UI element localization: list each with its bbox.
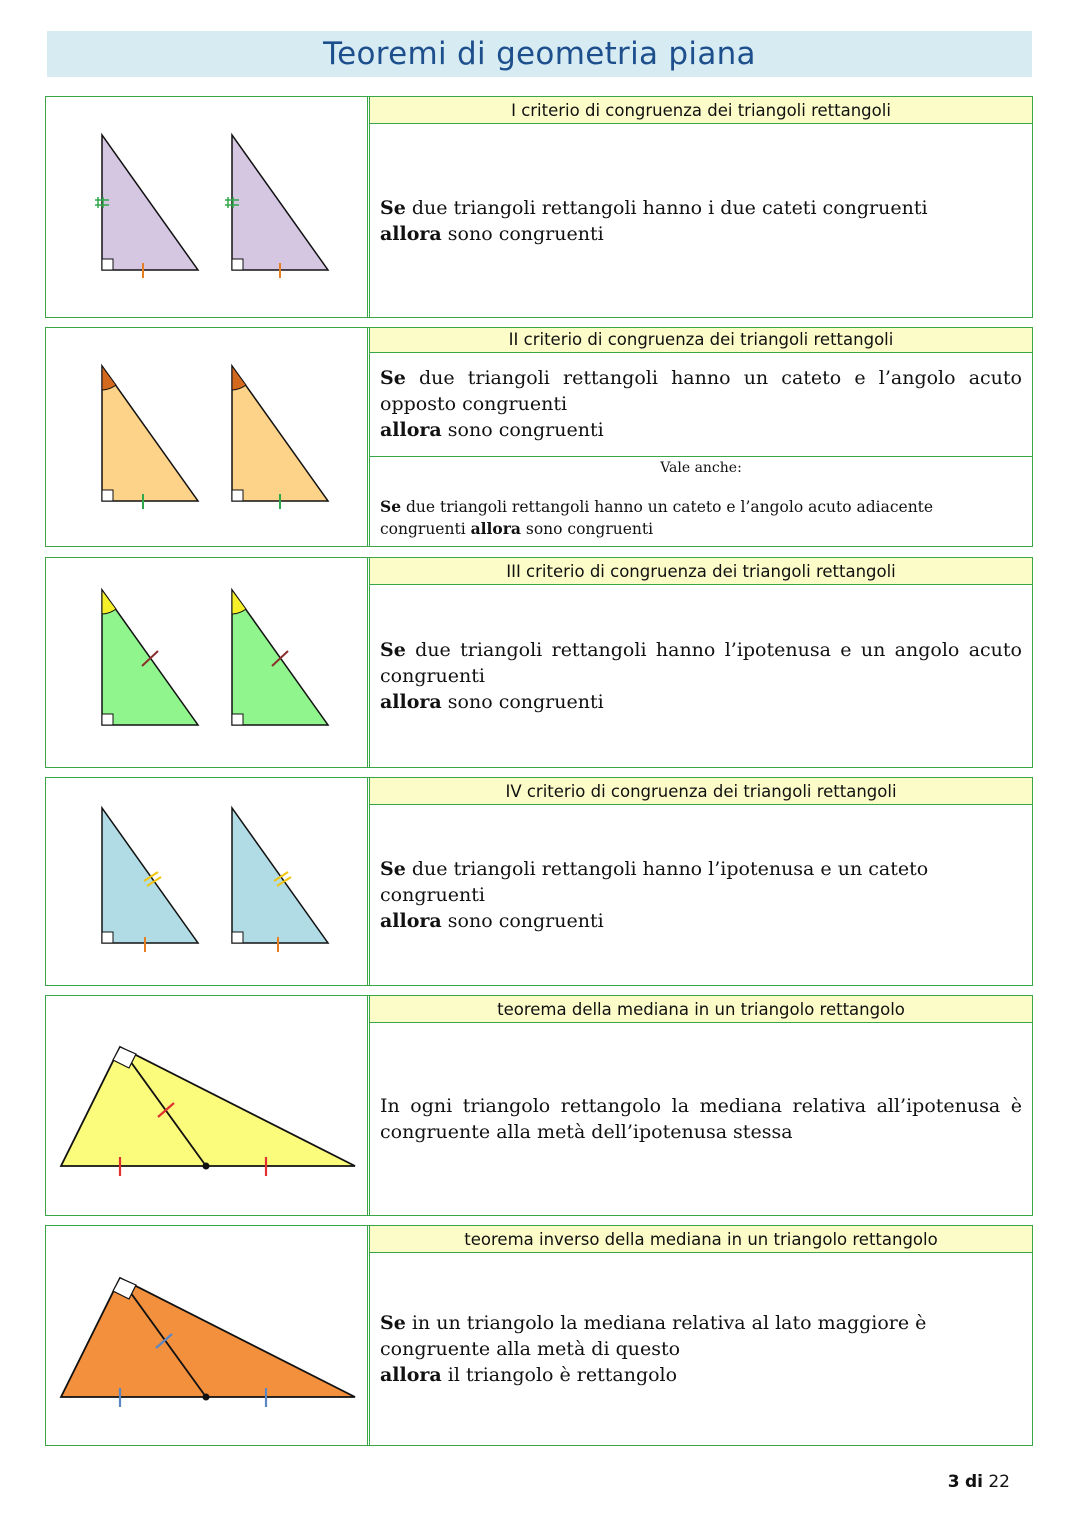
section-text: Se due triangoli rettangoli hanno l’ipotenusa e un cateto congruenti allora sono congruenti (380, 858, 929, 932)
triangle-right (232, 366, 328, 509)
triangle-right (232, 808, 328, 952)
section-heading: teorema inverso della mediana in un triangolo rettangolo (370, 1226, 1032, 1253)
section-heading: II criterio di congruenza dei triangoli rettangoli (370, 328, 1032, 353)
triangle-left (95, 135, 198, 278)
figure-criterion-4 (46, 778, 370, 985)
section-text: Se in un triangolo la mediana relativa al lato maggiore è congruente alla metà di questo allora il triangolo è rettangolo (380, 1312, 927, 1386)
section-inverse-median-theorem (45, 1225, 1033, 1446)
page-number: 3 di 22 (947, 1472, 1010, 1492)
figure-criterion-3 (46, 558, 370, 767)
section-median-theorem (45, 995, 1033, 1216)
section-text: Se due triangoli rettangoli hanno un cateto e l’angolo acuto opposto congruenti allora sono congruenti (380, 367, 1022, 442)
median-triangle-orange-figure (46, 1226, 367, 1444)
section-text: In ogni triangolo rettangolo la mediana relativa all’ipotenusa è congruente alla metà dell’ipotenusa stessa (380, 1095, 1022, 1143)
two-right-triangles-purple-figure (46, 97, 367, 316)
title-banner (47, 31, 1032, 77)
figure-inverse-median-theorem (46, 1226, 370, 1445)
median-triangle-yellow-figure (46, 996, 367, 1214)
also-label: Vale anche: (370, 456, 1032, 478)
section-text: Se due triangoli rettangoli hanno i due cateti congruenti allora sono congruenti (380, 196, 928, 245)
triangle-right (225, 135, 328, 278)
section-criterion-3 (45, 557, 1033, 768)
triangle-left (102, 808, 198, 952)
two-right-triangles-green-figure (46, 558, 367, 766)
triangle-left (102, 590, 198, 725)
two-right-triangles-blue-figure (46, 778, 367, 984)
figure-median-theorem (46, 996, 370, 1215)
two-right-triangles-orange-figure (46, 328, 367, 545)
section-criterion-4 (45, 777, 1033, 986)
triangle-right (232, 590, 328, 725)
figure-criterion-2 (46, 328, 370, 546)
section-criterion-2 (45, 327, 1033, 547)
page-title: Teoremi di geometria piana (323, 36, 756, 72)
section-heading: I criterio di congruenza dei triangoli rettangoli (370, 97, 1032, 124)
section-heading: teorema della mediana in un triangolo rettangolo (370, 996, 1032, 1023)
section-heading: III criterio di congruenza dei triangoli rettangoli (370, 558, 1032, 585)
figure-criterion-1 (46, 97, 370, 317)
section-text: Se due triangoli rettangoli hanno l’ipotenusa e un angolo acuto congruenti allora sono congruenti (380, 639, 1022, 713)
also-text: Se due triangoli rettangoli hanno un cateto e l’angolo acuto adiacente congruenti allora sono congruenti (380, 497, 934, 538)
triangle-left (102, 366, 198, 509)
section-heading: IV criterio di congruenza dei triangoli rettangoli (370, 778, 1032, 805)
section-criterion-1 (45, 96, 1033, 318)
